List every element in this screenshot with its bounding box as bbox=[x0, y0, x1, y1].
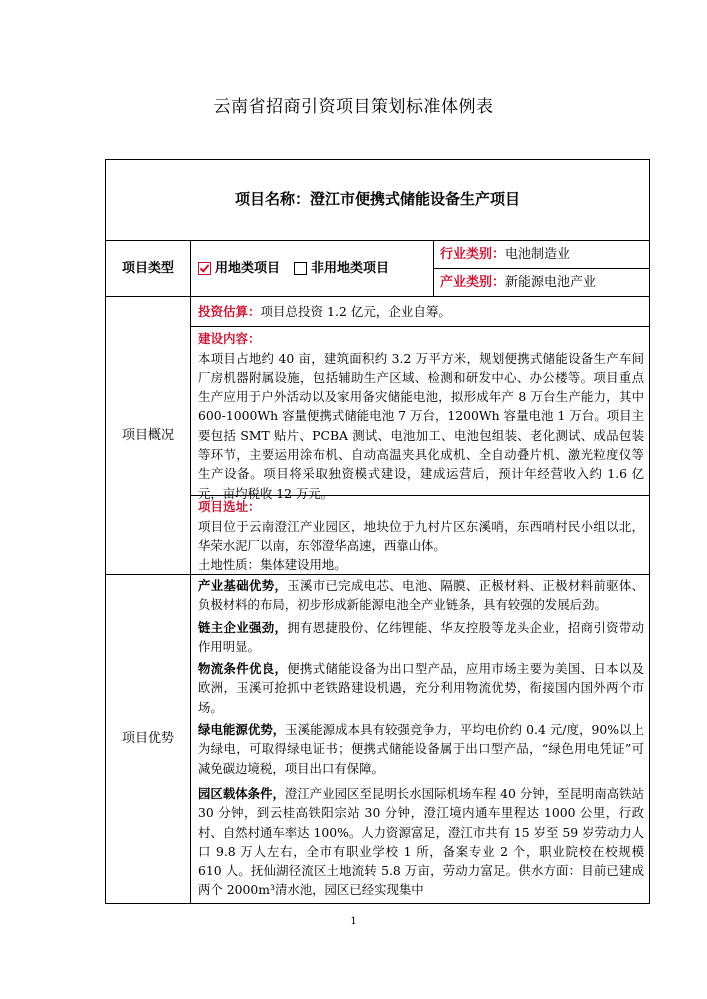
investment-label: 投资估算： bbox=[198, 304, 261, 319]
project-site bbox=[198, 497, 644, 574]
table-rule bbox=[433, 268, 650, 269]
non-land-use-option-label: 非用地类项目 bbox=[311, 260, 390, 276]
advantages-label: 项目优势 bbox=[121, 731, 174, 747]
non-land-use-checkbox[interactable] bbox=[294, 262, 307, 275]
content-label: 建设内容： bbox=[198, 331, 261, 346]
advantage-item: 物流条件优良，便携式储能设备为出口型产品，应用市场主要为美国、日本以及欧洲，玉溪可抢抓中老铁路建设机遇，充分利用物流优势，衔接国内国外两个市场。 bbox=[198, 661, 644, 715]
page-number: 1 bbox=[350, 916, 357, 927]
table-border-bottom bbox=[105, 903, 650, 904]
overview-label: 项目概况 bbox=[121, 427, 174, 443]
table-rule bbox=[190, 240, 191, 904]
construction-content bbox=[198, 329, 644, 503]
advantages-list bbox=[198, 576, 644, 902]
industry-label: 行业类别： bbox=[440, 247, 506, 262]
industry-value: 电池制造业 bbox=[505, 247, 571, 262]
document-title: 云南省招商引资项目策划标准体例表 bbox=[213, 97, 494, 117]
land-use-checkbox[interactable] bbox=[198, 262, 211, 275]
table-border-right bbox=[649, 159, 650, 904]
project-name-value: 澄江市便携式储能设备生产项目 bbox=[310, 190, 521, 209]
advantage-item: 园区载体条件，澄江产业园区至昆明长水国际机场车程 40 分钟，至昆明南高铁站 30 分钟，到云桂高铁阳宗站 30 分钟，澄江境内通车里程达 1000 公里，行政村、自然村通车率达 100%。人力资源富足，澄江市共有 15 岁至 59 岁劳动力人口 9.8 万人左右，全市有职业学校 1 所，备案专业 2 个，职业院校在校规模 610 人。抚仙湖径流区土地流转 5.8 万亩，劳动力富足。供水方面：目前已建成两个 2000m³清水池，园区已经实现集中 bbox=[198, 785, 644, 898]
project-type-label: 项目类型 bbox=[121, 260, 174, 276]
sector-label: 产业类别： bbox=[440, 275, 506, 290]
investment-estimate bbox=[198, 302, 643, 322]
advantage-item: 链主企业强劲，拥有恩捷股份、亿纬锂能、华友控股等龙头企业，招商引资带动作用明显。 bbox=[198, 619, 644, 654]
table-rule bbox=[190, 326, 650, 327]
land-nature-text: 土地性质：集体建设用地。 bbox=[198, 557, 347, 573]
advantage-item: 绿电能源优势，玉溪能源成本具有较强竞争力，平均电价约 0.4 元/度，90%以上为绿电，可取得绿电证书；便携式储能设备属于出口型产品，“绿色用电凭证”可减免碳边境税，项目出口有保障。 bbox=[198, 722, 644, 776]
advantage-item: 产业基础优势，玉溪市已完成电芯、电池、隔膜、正极材料、正极材料前驱体、负极材料的布局，初步形成新能源电池全产业链条，具有较强的发展后劲。 bbox=[198, 578, 644, 613]
sector-category bbox=[440, 273, 645, 295]
site-label: 项目选址： bbox=[198, 499, 261, 514]
sector-value: 新能源电池产业 bbox=[505, 275, 597, 290]
project-type-options bbox=[198, 241, 430, 296]
industry-category bbox=[440, 245, 645, 267]
project-name-label: 项目名称： bbox=[234, 190, 310, 209]
table-rule bbox=[433, 240, 434, 296]
project-name-row bbox=[106, 160, 649, 240]
content-text: 本项目占地约 40 亩，建筑面积约 3.2 万平方米，规划便携式储能设备生产车间厂房机器附属设施，包括辅助生产区域、检测和研发中心、办公楼等。项目重点生产应用于户外活动以及家用备灾储能电池，拟形成年产 8 万台生产能力，其中 600-1000Wh 容量便携式储能电池 7 万台，1200Wh 容量电池 1 万台。项目主要包括 SMT 贴片、PCBA 测试、电池加工、电池包组装、老化测试、成品包装等环节，主要运用涂布机、自动高温夹具化成机、全自动叠片机、激光粒度仪等生产设备。项目将采取独资模式建设，建成运营后，预计年经营收入约 1.6 亿元，亩均税收 12 万元。 bbox=[198, 350, 644, 501]
land-use-option-label: 用地类项目 bbox=[215, 260, 281, 276]
site-text: 项目位于云南澄江产业园区，地块位于九村片区东溪哨，东西哨村民小组以北，华荣水泥厂以南，东邻澄华高速，西靠山体。 bbox=[198, 518, 644, 553]
investment-text: 项目总投资 1.2 亿元，企业自筹。 bbox=[260, 304, 451, 319]
